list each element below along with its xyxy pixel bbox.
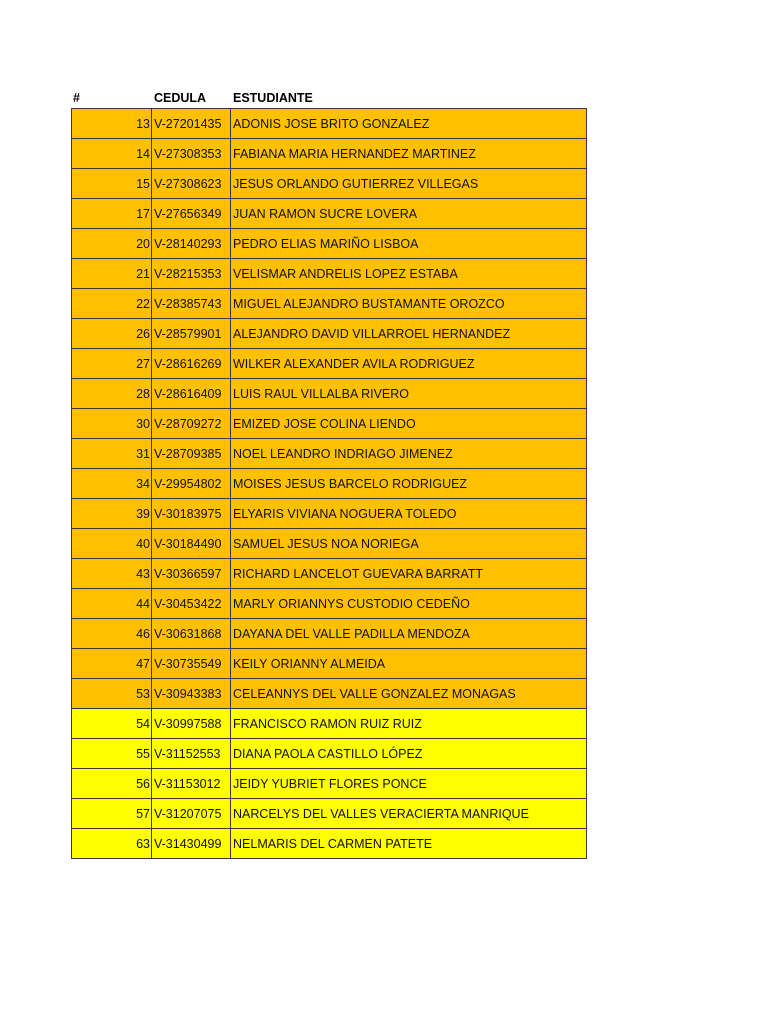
row-student-name: NOEL LEANDRO INDRIAGO JIMENEZ bbox=[231, 439, 587, 469]
row-number: 13 bbox=[72, 109, 152, 139]
row-student-name: RICHARD LANCELOT GUEVARA BARRATT bbox=[231, 559, 587, 589]
table-row bbox=[72, 169, 587, 199]
row-student-name: NARCELYS DEL VALLES VERACIERTA MANRIQUE bbox=[231, 799, 587, 829]
row-number: 28 bbox=[72, 379, 152, 409]
student-table-body bbox=[72, 109, 587, 859]
header-estudiante: ESTUDIANTE bbox=[233, 91, 313, 105]
row-number: 30 bbox=[72, 409, 152, 439]
table-row bbox=[72, 619, 587, 649]
table-row bbox=[72, 349, 587, 379]
row-student-name: VELISMAR ANDRELIS LOPEZ ESTABA bbox=[231, 259, 587, 289]
table-row bbox=[72, 259, 587, 289]
table-row bbox=[72, 559, 587, 589]
row-student-name: ADONIS JOSE BRITO GONZALEZ bbox=[231, 109, 587, 139]
row-cedula: V-31153012 bbox=[152, 769, 231, 799]
row-number: 14 bbox=[72, 139, 152, 169]
row-number: 54 bbox=[72, 709, 152, 739]
row-cedula: V-28616409 bbox=[152, 379, 231, 409]
header-cedula: CEDULA bbox=[154, 91, 207, 105]
row-cedula: V-31430499 bbox=[152, 829, 231, 859]
row-number: 56 bbox=[72, 769, 152, 799]
row-number: 26 bbox=[72, 319, 152, 349]
row-cedula: V-30183975 bbox=[152, 499, 231, 529]
row-number: 47 bbox=[72, 649, 152, 679]
table-row bbox=[72, 649, 587, 679]
row-cedula: V-27201435 bbox=[152, 109, 231, 139]
row-cedula: V-28709272 bbox=[152, 409, 231, 439]
row-cedula: V-30997588 bbox=[152, 709, 231, 739]
row-cedula: V-28215353 bbox=[152, 259, 231, 289]
row-cedula: V-30184490 bbox=[152, 529, 231, 559]
row-cedula: V-30366597 bbox=[152, 559, 231, 589]
row-student-name: SAMUEL JESUS NOA NORIEGA bbox=[231, 529, 587, 559]
row-cedula: V-28140293 bbox=[152, 229, 231, 259]
row-number: 63 bbox=[72, 829, 152, 859]
row-number: 22 bbox=[72, 289, 152, 319]
table-row bbox=[72, 289, 587, 319]
row-number: 17 bbox=[72, 199, 152, 229]
row-number: 46 bbox=[72, 619, 152, 649]
row-number: 21 bbox=[72, 259, 152, 289]
row-cedula: V-30735549 bbox=[152, 649, 231, 679]
row-student-name: EMIZED JOSE COLINA LIENDO bbox=[231, 409, 587, 439]
row-cedula: V-30943383 bbox=[152, 679, 231, 709]
table-row bbox=[72, 739, 587, 769]
row-cedula: V-28579901 bbox=[152, 319, 231, 349]
student-table bbox=[71, 108, 587, 859]
row-cedula: V-28709385 bbox=[152, 439, 231, 469]
row-student-name: CELEANNYS DEL VALLE GONZALEZ MONAGAS bbox=[231, 679, 587, 709]
row-number: 57 bbox=[72, 799, 152, 829]
row-student-name: MARLY ORIANNYS CUSTODIO CEDEÑO bbox=[231, 589, 587, 619]
table-row bbox=[72, 709, 587, 739]
row-cedula: V-27656349 bbox=[152, 199, 231, 229]
table-row bbox=[72, 799, 587, 829]
row-student-name: JEIDY YUBRIET FLORES PONCE bbox=[231, 769, 587, 799]
table-row bbox=[72, 109, 587, 139]
row-student-name: DAYANA DEL VALLE PADILLA MENDOZA bbox=[231, 619, 587, 649]
row-cedula: V-28616269 bbox=[152, 349, 231, 379]
row-number: 39 bbox=[72, 499, 152, 529]
header-number: # bbox=[73, 91, 80, 105]
table-row bbox=[72, 529, 587, 559]
row-number: 44 bbox=[72, 589, 152, 619]
row-cedula: V-31207075 bbox=[152, 799, 231, 829]
row-number: 31 bbox=[72, 439, 152, 469]
row-number: 40 bbox=[72, 529, 152, 559]
table-row bbox=[72, 319, 587, 349]
row-student-name: FABIANA MARIA HERNANDEZ MARTINEZ bbox=[231, 139, 587, 169]
row-student-name: PEDRO ELIAS MARIÑO LISBOA bbox=[231, 229, 587, 259]
row-cedula: V-30453422 bbox=[152, 589, 231, 619]
row-student-name: WILKER ALEXANDER AVILA RODRIGUEZ bbox=[231, 349, 587, 379]
row-number: 34 bbox=[72, 469, 152, 499]
row-student-name: LUIS RAUL VILLALBA RIVERO bbox=[231, 379, 587, 409]
table-row bbox=[72, 499, 587, 529]
row-number: 43 bbox=[72, 559, 152, 589]
table-row bbox=[72, 409, 587, 439]
table-row bbox=[72, 229, 587, 259]
row-student-name: JESUS ORLANDO GUTIERREZ VILLEGAS bbox=[231, 169, 587, 199]
row-student-name: JUAN RAMON SUCRE LOVERA bbox=[231, 199, 587, 229]
row-cedula: V-31152553 bbox=[152, 739, 231, 769]
row-student-name: DIANA PAOLA CASTILLO LÓPEZ bbox=[231, 739, 587, 769]
row-student-name: MIGUEL ALEJANDRO BUSTAMANTE OROZCO bbox=[231, 289, 587, 319]
row-student-name: NELMARIS DEL CARMEN PATETE bbox=[231, 829, 587, 859]
table-header bbox=[0, 90, 768, 108]
row-cedula: V-28385743 bbox=[152, 289, 231, 319]
row-student-name: MOISES JESUS BARCELO RODRIGUEZ bbox=[231, 469, 587, 499]
row-student-name: KEILY ORIANNY ALMEIDA bbox=[231, 649, 587, 679]
row-number: 15 bbox=[72, 169, 152, 199]
table-row bbox=[72, 769, 587, 799]
row-cedula: V-27308353 bbox=[152, 139, 231, 169]
row-cedula: V-27308623 bbox=[152, 169, 231, 199]
table-row bbox=[72, 589, 587, 619]
row-student-name: FRANCISCO RAMON RUIZ RUIZ bbox=[231, 709, 587, 739]
table-row bbox=[72, 829, 587, 859]
row-number: 53 bbox=[72, 679, 152, 709]
row-number: 27 bbox=[72, 349, 152, 379]
row-number: 20 bbox=[72, 229, 152, 259]
row-student-name: ALEJANDRO DAVID VILLARROEL HERNANDEZ bbox=[231, 319, 587, 349]
row-student-name: ELYARIS VIVIANA NOGUERA TOLEDO bbox=[231, 499, 587, 529]
table-row bbox=[72, 379, 587, 409]
table-row bbox=[72, 139, 587, 169]
table-row bbox=[72, 199, 587, 229]
row-cedula: V-29954802 bbox=[152, 469, 231, 499]
row-cedula: V-30631868 bbox=[152, 619, 231, 649]
table-row bbox=[72, 439, 587, 469]
table-row bbox=[72, 679, 587, 709]
table-row bbox=[72, 469, 587, 499]
row-number: 55 bbox=[72, 739, 152, 769]
